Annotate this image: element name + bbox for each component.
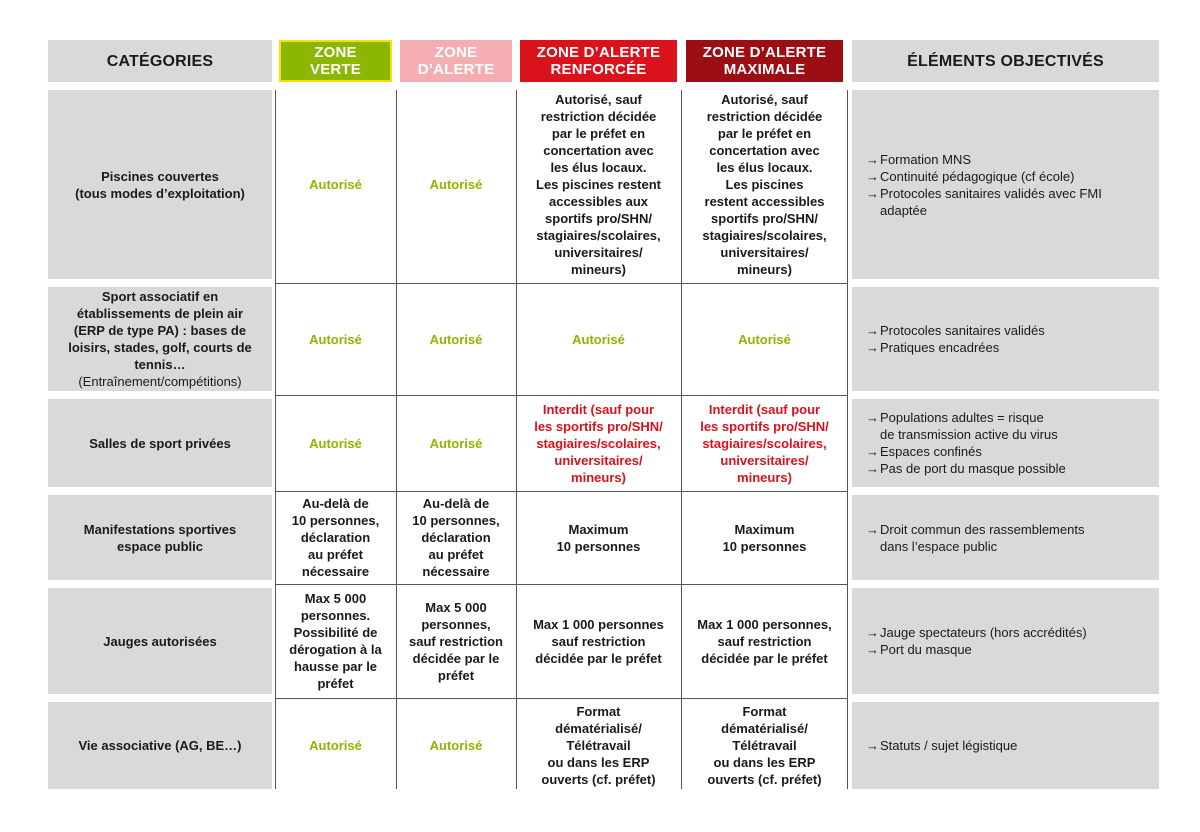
divider-line-alerte-renforcee [516, 90, 517, 789]
divider-line-verte-alerte [396, 90, 397, 789]
list-item [866, 521, 1084, 555]
zone-alerte-cell [400, 287, 512, 391]
zone-verte-cell [279, 287, 392, 391]
divider-line-renforcee-maximale [681, 90, 682, 789]
element-text: Pratiques encadrées [880, 340, 1000, 355]
elements-list [866, 322, 1045, 356]
elements-cell [852, 399, 1159, 487]
element-text: Continuité pédagogique (cf école) [880, 168, 1075, 184]
elements-cell [852, 90, 1159, 279]
rule-text: Interdit (sauf pour les sportifs pro/SHN/ stagiaires/scolaires, universitaires/ mineurs) [534, 401, 663, 485]
list-item [866, 151, 1102, 168]
arrow-right-icon: → [866, 323, 879, 338]
rule-text: Autorisé [309, 435, 362, 451]
rule-text: Max 5 000 personnes. Possibilité de dérogation à la hausse par le préfet [289, 591, 382, 691]
arrow-right-icon: → [866, 185, 879, 201]
rule-text: Autorisé [429, 738, 483, 753]
elements-list [866, 737, 1017, 754]
rule-text: Max 1 000 personnes, sauf restriction décidée par le préfet [697, 616, 832, 666]
elements-list [866, 521, 1084, 555]
element-text: Espaces confinés [880, 444, 982, 459]
arrow-right-icon: → [866, 410, 879, 425]
zone-renforcee-cell [520, 702, 677, 789]
zone-renforcee-cell [520, 90, 677, 279]
list-item [866, 737, 1017, 754]
zone-maximale-cell [686, 495, 843, 580]
rule-text: Autorisé [738, 331, 791, 347]
rule-text: Maximum 10 personnes [556, 521, 641, 554]
table-row [48, 588, 1159, 694]
element-text: Port du masque [880, 642, 972, 657]
rule-text: Autorisé [309, 738, 362, 753]
table-row [48, 702, 1159, 789]
arrow-right-icon: → [866, 444, 879, 459]
elements-list [866, 151, 1102, 219]
rule-text: Max 1 000 personnes sauf restriction décidée par le préfet [533, 616, 664, 666]
zone-verte-cell [279, 399, 392, 487]
zone-renforcee-cell [520, 287, 677, 391]
element-text: Formation MNS [880, 151, 972, 167]
arrow-right-icon: → [866, 461, 879, 476]
elements-list [866, 624, 1087, 658]
zone-maximale-cell [686, 399, 843, 487]
zone-alerte-cell [400, 702, 512, 789]
zone-alerte-cell [400, 495, 512, 580]
list-item [866, 460, 1066, 477]
list-item [866, 168, 1102, 185]
rule-text: Autorisé [309, 177, 362, 192]
rule-text: Au-delà de 10 personnes, déclaration au préfet nécessaire [412, 496, 500, 579]
zone-verte-cell [279, 702, 392, 789]
arrow-right-icon: → [866, 738, 879, 753]
zone-alerte-cell [400, 399, 512, 487]
arrow-right-icon: → [866, 340, 879, 355]
row-separator-line [275, 283, 847, 284]
category-cell [48, 399, 272, 487]
element-text: Statuts / sujet légistique [880, 738, 1018, 753]
table-header-row [48, 40, 1159, 82]
zone-alerte-cell [400, 90, 512, 279]
divider-line-maximale-elements [847, 90, 848, 789]
category-label: Salles de sport privées [89, 435, 231, 451]
arrow-right-icon: → [866, 168, 879, 184]
list-item [866, 641, 1087, 658]
table-row [48, 90, 1159, 279]
rule-text: Autorisé [309, 331, 362, 347]
category-cell [48, 90, 272, 279]
zone-renforcee-cell [520, 495, 677, 580]
category-note: (Entraînement/compétitions) [78, 374, 242, 389]
zone-maximale-cell [686, 287, 843, 391]
category-label: Piscines couvertes (tous modes d’exploitation) [75, 168, 245, 201]
rule-text: Format dématérialisé/ Télétravail ou dans les ERP ouverts (cf. préfet) [707, 704, 822, 787]
element-text: Protocoles sanitaires validés [880, 323, 1045, 338]
category-cell [48, 702, 272, 789]
category-label: Jauges autorisées [103, 633, 217, 649]
rule-text: Interdit (sauf pour les sportifs pro/SHN/ stagiaires/scolaires, universitaires/ mineurs) [700, 401, 829, 485]
category-cell [48, 495, 272, 580]
elements-cell [852, 495, 1159, 580]
zone-verte-cell [279, 495, 392, 580]
row-separator-line [275, 698, 847, 699]
category-cell [48, 588, 272, 694]
row-separator-line [275, 491, 847, 492]
element-text: Droit commun des rassemblements dans l’espace public [880, 521, 1085, 554]
zone-alerte-cell [400, 588, 512, 694]
elements-list [866, 409, 1066, 477]
element-text: Protocoles sanitaires validés avec FMI adaptée [880, 185, 1102, 218]
rule-text: Autorisé [572, 331, 625, 347]
element-text: Populations adultes = risque de transmission active du virus [880, 410, 1058, 442]
category-label: Vie associative (AG, BE…) [78, 738, 242, 753]
rule-text: Autorisé [429, 435, 483, 451]
rule-text: Max 5 000 personnes, sauf restriction décidée par le préfet [409, 599, 503, 683]
zone-verte-cell [279, 588, 392, 694]
list-item [866, 339, 1045, 356]
header-zone-alerte: ZONE D’ALERTE [400, 40, 512, 82]
rule-text: Autorisé, sauf restriction décidée par le préfet en concertation avec les élus locaux. Les piscines restent accessibles aux sportifs pro/SHN/ stagiaires/scolaires, universitaires/ mineurs) [536, 92, 661, 277]
category-cell [48, 287, 272, 391]
list-item [866, 322, 1045, 339]
zone-maximale-cell [686, 90, 843, 279]
arrow-right-icon: → [866, 642, 879, 657]
arrow-right-icon: → [866, 625, 879, 640]
rule-text: Autorisé [429, 331, 483, 347]
arrow-right-icon: → [866, 521, 879, 537]
rule-text: Maximum 10 personnes [722, 521, 807, 554]
zone-renforcee-cell [520, 399, 677, 487]
header-zone-alerte-maximale: ZONE D’ALERTE MAXIMALE [686, 40, 843, 82]
zone-verte-cell [279, 90, 392, 279]
header-categories: CATÉGORIES [48, 40, 272, 82]
header-zone-verte: ZONE VERTE [279, 40, 392, 82]
element-text: Pas de port du masque possible [880, 461, 1066, 476]
rule-text: Autorisé [429, 177, 483, 192]
list-item [866, 624, 1087, 641]
row-separator-line [275, 395, 847, 396]
element-text: Jauge spectateurs (hors accrédités) [880, 625, 1087, 640]
header-zone-alerte-renforcee: ZONE D’ALERTE RENFORCÉE [520, 40, 677, 82]
list-item [866, 409, 1066, 443]
rule-text: Format dématérialisé/ Télétravail ou dans les ERP ouverts (cf. préfet) [541, 704, 656, 787]
elements-cell [852, 702, 1159, 789]
elements-cell [852, 588, 1159, 694]
table-row [48, 399, 1159, 487]
list-item [866, 185, 1102, 219]
category-label: Sport associatif en établissements de plein air (ERP de type PA) : bases de loisirs, stades, golf, courts de tennis… [68, 289, 252, 372]
zone-renforcee-cell [520, 588, 677, 694]
header-elements-objectives: ÉLÉMENTS OBJECTIVÉS [852, 40, 1159, 82]
zone-maximale-cell [686, 702, 843, 789]
zone-maximale-cell [686, 588, 843, 694]
table-row [48, 287, 1159, 391]
divider-line-verte-left [275, 90, 276, 789]
rule-text: Au-delà de 10 personnes, déclaration au préfet nécessaire [291, 496, 380, 579]
table-row [48, 495, 1159, 580]
list-item [866, 443, 1066, 460]
arrow-right-icon: → [866, 151, 879, 167]
category-label: Manifestations sportives espace public [83, 521, 237, 554]
elements-cell [852, 287, 1159, 391]
rule-text: Autorisé, sauf restriction décidée par le préfet en concertation avec les élus locaux. Les piscines restent accessibles sportifs pro/SHN/ stagiaires/scolaires, universitaires/ mineurs) [702, 92, 827, 277]
row-separator-line [275, 584, 847, 585]
